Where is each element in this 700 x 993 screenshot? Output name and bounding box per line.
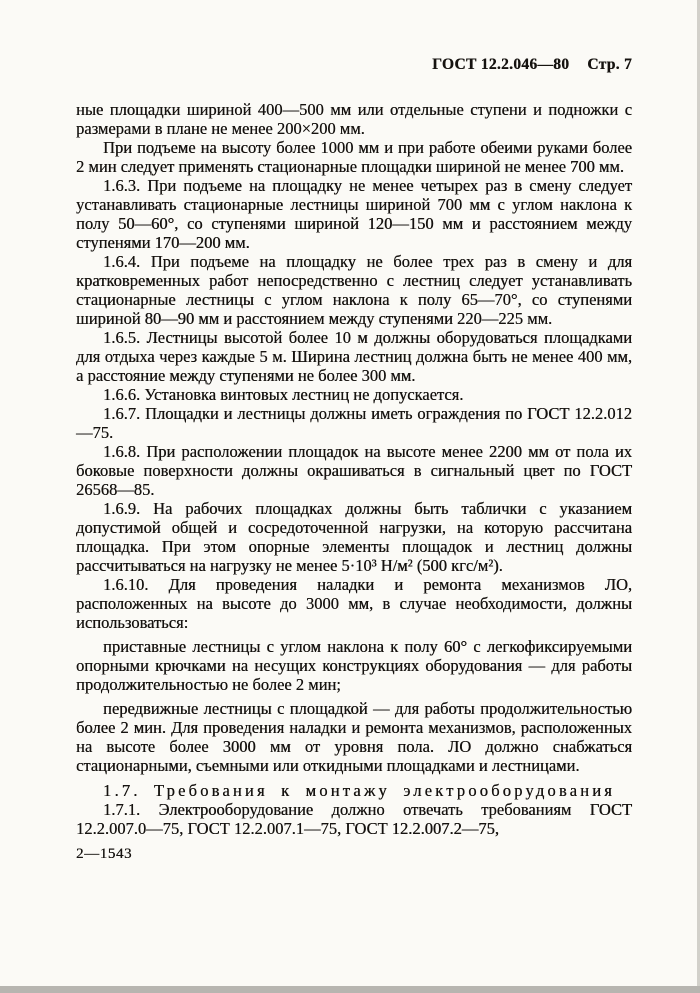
- paragraph-1-6-3: 1.6.3. При подъеме на площадку не менее четырех раз в смену следует устанавливать стационарные лестницы шириной 700 мм с углом наклона к полу 50—60°, со ступенями шириной 120—150 мм и расстоянием между ступенями 170—200 мм.: [76, 176, 632, 252]
- paragraph-1-6-10: 1.6.10. Для проведения наладки и ремонта механизмов ЛО, расположенных на высоте до 3000 мм, в случае необходимости, должны использоваться:: [76, 575, 632, 632]
- paragraph-1-6-5: 1.6.5. Лестницы высотой более 10 м должны оборудоваться площадками для отдыха через каждые 5 м. Ширина лестниц должна быть не менее 400 мм, а расстояние между ступенями не более 300 мм.: [76, 328, 632, 385]
- page-content: [76, 56, 632, 863]
- paragraph-continuation: ные площадки шириной 400—500 мм или отдельные ступени и подножки с размерами в плане не менее 200×200 мм.: [76, 100, 632, 138]
- scan-edge-bottom: [0, 986, 700, 993]
- document-body: [76, 100, 632, 838]
- footer-mark: 2—1543: [76, 846, 133, 862]
- paragraph-1-6-4: 1.6.4. При подъеме на площадку не более трех раз в смену и для кратковременных работ непосредственно с лестниц следует устанавливать стационарные лестницы с углом наклона к полу 65—70°, со ступенями шириной 80—90 мм и расстоянием между ступенями 220—225 мм.: [76, 252, 632, 328]
- paragraph-list-item: приставные лестницы с углом наклона к полу 60° с легкофиксируемыми опорными крючками на несущих конструкциях оборудования — для работы продолжительностью не более 2 мин;: [76, 637, 632, 694]
- paragraph-list-item: передвижные лестницы с площадкой — для работы продолжительностью более 2 мин. Для проведения наладки и ремонта механизмов, расположенных на высоте более 3000 мм от уровня пола. ЛО должно снабжаться стационарными, съемными или откидными площадками и лестницами.: [76, 699, 632, 775]
- section-heading-1-7: 1.7. Требования к монтажу электрооборудования: [103, 781, 615, 800]
- paragraph-1-6-9: 1.6.9. На рабочих площадках должны быть таблички с указанием допустимой общей и сосредоточенной нагрузки, на которую рассчитана площадка. При этом опорные элементы площадок и лестниц должны рассчитываться на нагрузку не менее 5·10³ Н/м² (500 кгс/м²).: [76, 499, 632, 575]
- paragraph-1-6-8: 1.6.8. При расположении площадок на высоте менее 2200 мм от пола их боковые поверхности должны окрашиваться в сигнальный цвет по ГОСТ 26568—85.: [76, 442, 632, 499]
- page-header: [76, 56, 632, 74]
- page-number: Стр. 7: [587, 56, 632, 73]
- paragraph-1-7-1: 1.7.1. Электрооборудование должно отвечать требованиям ГОСТ 12.2.007.0—75, ГОСТ 12.2.007.1—75, ГОСТ 12.2.007.2—75,: [76, 800, 632, 838]
- paragraph-1-6-7: 1.6.7. Площадки и лестницы должны иметь ограждения по ГОСТ 12.2.012—75.: [76, 404, 632, 442]
- doc-number: ГОСТ 12.2.046—80: [432, 56, 570, 73]
- paragraph: При подъеме на высоту более 1000 мм и при работе обеими руками более 2 мин следует применять стационарные площадки шириной не менее 700 мм.: [76, 138, 632, 176]
- paragraph-1-6-6: 1.6.6. Установка винтовых лестниц не допускается.: [103, 385, 464, 404]
